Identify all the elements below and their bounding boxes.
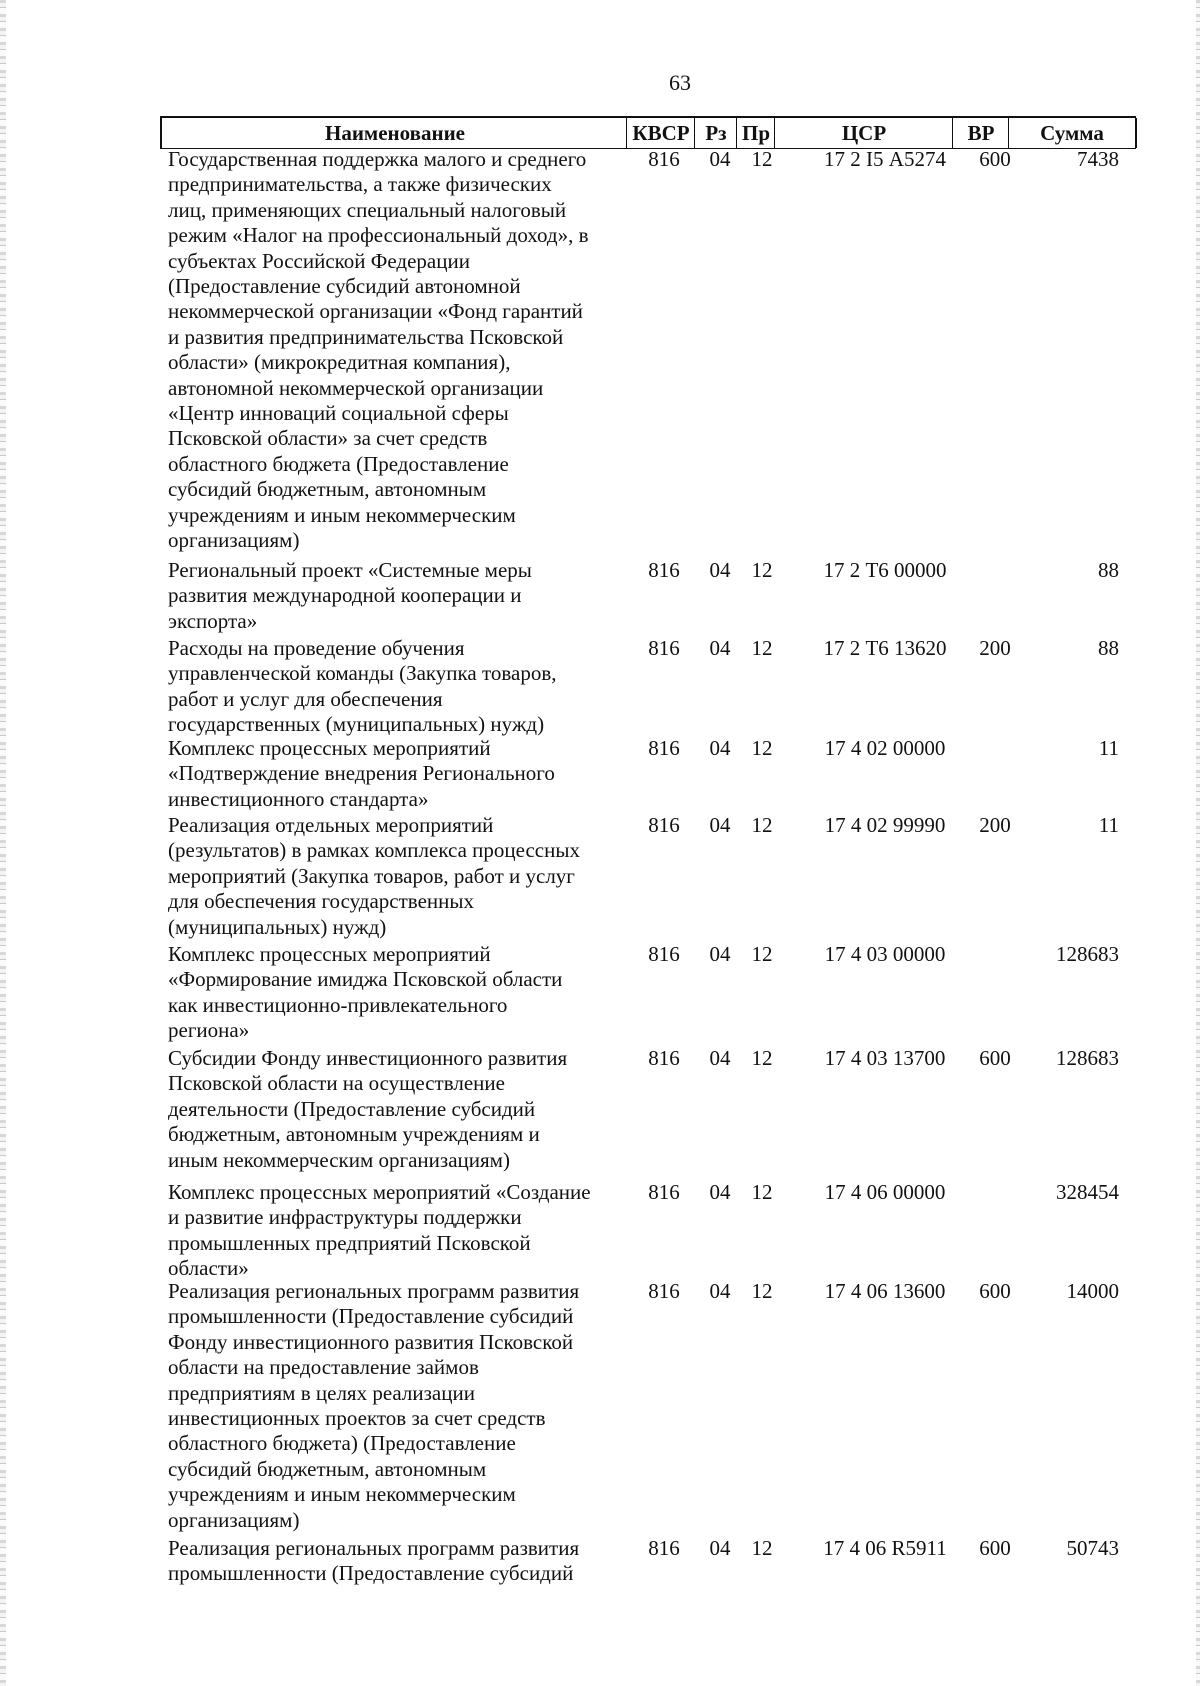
row-csr: 17 4 03 13700	[824, 1046, 946, 1070]
row-name	[168, 1046, 623, 1173]
row-name-line: предприятиям в целях реализации	[168, 1380, 475, 1405]
row-sum: 11	[1098, 813, 1119, 837]
row-kvsr: 816	[648, 1279, 680, 1303]
row-name-line: Государственная поддержка малого и среднего	[168, 147, 587, 171]
row-sum: 88	[1098, 636, 1119, 660]
row-name	[168, 147, 623, 554]
row-name-line: Реализация отдельных мероприятий	[168, 813, 494, 837]
row-sum: 50743	[1066, 1536, 1119, 1560]
row-name-line: работ и услуг для обеспечения	[168, 686, 443, 711]
row-name-line: лиц, применяющих специальный налоговый	[168, 197, 567, 222]
row-pr: 12	[751, 147, 773, 171]
row-name-line: промышленных предприятий Псковской	[168, 1230, 531, 1255]
row-name-line: региона»	[168, 1018, 250, 1043]
row-kvsr: 816	[648, 942, 680, 966]
row-pr: 12	[751, 942, 773, 966]
row-name-line: Комплекс процессных мероприятий	[168, 736, 491, 760]
row-sum: 11	[1098, 736, 1119, 760]
row-name-line: (результатов) в рамках комплекса процессных	[168, 838, 580, 863]
row-name-line: области»	[168, 1256, 249, 1281]
row-rz: 04	[709, 1180, 731, 1204]
row-name	[168, 1180, 623, 1282]
row-name-line: бюджетным, автономным учреждениям и	[168, 1122, 540, 1147]
row-name-line: Реализация региональных программ развития	[168, 1536, 580, 1560]
row-csr: 17 4 06 R5911	[823, 1536, 947, 1560]
row-name-line: мероприятий (Закупка товаров, работ и услуг	[168, 863, 575, 888]
row-name-line: иным некоммерческим организациям)	[168, 1147, 510, 1172]
row-name-line: области» (микрокредитная компания),	[168, 350, 511, 375]
row-sum: 128683	[1056, 1046, 1119, 1070]
row-name-line: Комплекс процессных мероприятий	[168, 942, 491, 966]
row-rz: 04	[709, 1279, 731, 1303]
row-pr: 12	[751, 1046, 773, 1070]
row-rz: 04	[709, 1536, 731, 1560]
row-kvsr: 816	[648, 1180, 680, 1204]
row-vr: 600	[979, 1046, 1011, 1070]
row-name-line: предпринимательства, а также физических	[168, 172, 552, 197]
row-name-line: областного бюджета (Предоставление	[168, 451, 509, 476]
header-kvsr: КВСР	[626, 118, 695, 148]
row-rz: 04	[709, 147, 731, 171]
row-sum: 14000	[1066, 1279, 1119, 1303]
row-name	[168, 1279, 623, 1533]
row-name-line: «Подтверждение внедрения Регионального	[168, 761, 555, 786]
row-sum: 7438	[1077, 147, 1119, 171]
row-csr: 17 4 06 13600	[824, 1279, 946, 1303]
row-name-line: Региональный проект «Системные меры	[168, 558, 532, 582]
row-name-line: субъектах Российской Федерации	[168, 248, 470, 273]
row-vr: 200	[979, 813, 1011, 837]
row-name-line: и развития предпринимательства Псковской	[168, 324, 564, 349]
row-name-line: автономной некоммерческой организации	[168, 375, 544, 400]
row-rz: 04	[709, 558, 731, 582]
header-name: Наименование	[160, 118, 628, 148]
row-pr: 12	[751, 736, 773, 760]
row-vr: 600	[979, 147, 1011, 171]
row-name-line: государственных (муниципальных) нужд)	[168, 712, 545, 737]
row-rz: 04	[709, 942, 731, 966]
row-sum: 128683	[1056, 942, 1119, 966]
row-sum: 88	[1098, 558, 1119, 582]
row-rz: 04	[709, 736, 731, 760]
row-name-line: для обеспечения государственных	[168, 889, 474, 914]
scan-left-edge	[0, 0, 6, 1686]
row-vr: 600	[979, 1536, 1011, 1560]
row-name-line: Расходы на проведение обучения	[168, 636, 465, 660]
row-name-line: и развитие инфраструктуры поддержки	[168, 1205, 522, 1230]
row-name-line: промышленности (Предоставление субсидий	[168, 1561, 574, 1586]
row-pr: 12	[751, 1180, 773, 1204]
row-csr: 17 2 I5 А5274	[824, 147, 946, 171]
row-name-line: как инвестиционно-привлекательного	[168, 992, 508, 1017]
row-name	[168, 636, 623, 738]
row-kvsr: 816	[648, 813, 680, 837]
row-name	[168, 1536, 623, 1587]
row-name-line: области на предоставление займов	[168, 1355, 479, 1380]
header-sum: Сумма	[1008, 118, 1137, 148]
header-vr: ВР	[952, 118, 1009, 148]
row-name-line: развития международной кооперации и	[168, 583, 522, 608]
row-name-line: (Предоставление субсидий автономной	[168, 274, 521, 299]
row-csr: 17 2 Т6 13620	[823, 636, 947, 660]
row-csr: 17 4 06 00000	[824, 1180, 946, 1204]
row-pr: 12	[751, 558, 773, 582]
row-csr: 17 4 02 00000	[824, 736, 946, 760]
row-name-line: «Центр инноваций социальной сферы	[168, 401, 509, 426]
page-number: 63	[669, 70, 691, 95]
row-name-line: организациям)	[168, 528, 300, 553]
row-name-line: Псковской области» за счет средств	[168, 426, 488, 451]
row-name-line: учреждениям и иным некоммерческим	[168, 502, 516, 527]
row-kvsr: 816	[648, 1046, 680, 1070]
row-name-line: некоммерческой организации «Фонд гарантий	[168, 299, 583, 324]
row-name	[168, 813, 623, 940]
row-name-line: областного бюджета) (Предоставление	[168, 1431, 516, 1456]
row-pr: 12	[751, 813, 773, 837]
row-rz: 04	[709, 1046, 731, 1070]
row-name-line: организациям)	[168, 1507, 300, 1532]
row-name-line: Реализация региональных программ развития	[168, 1279, 580, 1303]
scan-right-edge	[1196, 0, 1200, 1686]
row-kvsr: 816	[648, 736, 680, 760]
row-pr: 12	[751, 1536, 773, 1560]
row-kvsr: 816	[648, 558, 680, 582]
row-name-line: Фонду инвестиционного развития Псковской	[168, 1329, 574, 1354]
row-rz: 04	[709, 813, 731, 837]
row-kvsr: 816	[648, 636, 680, 660]
row-name-line: управленческой команды (Закупка товаров,	[168, 661, 557, 686]
table-header	[160, 116, 1136, 149]
row-pr: 12	[751, 1279, 773, 1303]
header-csr: ЦСР	[774, 118, 953, 148]
row-name-line: (муниципальных) нужд)	[168, 914, 387, 939]
row-name-line: инвестиционного стандарта»	[168, 786, 429, 811]
row-vr: 600	[979, 1279, 1011, 1303]
row-name-line: учреждениям и иным некоммерческим	[168, 1482, 516, 1507]
row-name	[168, 558, 623, 634]
header-pr: Пр	[736, 118, 775, 148]
row-kvsr: 816	[648, 147, 680, 171]
row-kvsr: 816	[648, 1536, 680, 1560]
row-name-line: Псковской области на осуществление	[168, 1071, 505, 1096]
row-csr: 17 2 Т6 00000	[823, 558, 947, 582]
row-pr: 12	[751, 636, 773, 660]
row-name	[168, 736, 623, 812]
row-name-line: режим «Налог на профессиональный доход», в	[168, 223, 589, 248]
row-rz: 04	[709, 636, 731, 660]
row-csr: 17 4 03 00000	[824, 942, 946, 966]
row-name-line: промышленности (Предоставление субсидий	[168, 1304, 574, 1329]
row-name-line: «Формирование имиджа Псковской области	[168, 967, 563, 992]
row-name-line: экспорта»	[168, 608, 258, 633]
row-sum: 328454	[1056, 1180, 1119, 1204]
row-name	[168, 942, 623, 1044]
row-name-line: деятельности (Предоставление субсидий	[168, 1096, 536, 1121]
header-rz: Рз	[694, 118, 737, 148]
row-name-line: субсидий бюджетным, автономным	[168, 1456, 487, 1481]
row-csr: 17 4 02 99990	[824, 813, 946, 837]
row-name-line: Субсидии Фонду инвестиционного развития	[168, 1046, 568, 1070]
row-vr: 200	[979, 636, 1011, 660]
row-name-line: Комплекс процессных мероприятий «Создание	[168, 1180, 591, 1204]
row-name-line: инвестиционных проектов за счет средств	[168, 1406, 546, 1431]
row-name-line: субсидий бюджетным, автономным	[168, 477, 487, 502]
